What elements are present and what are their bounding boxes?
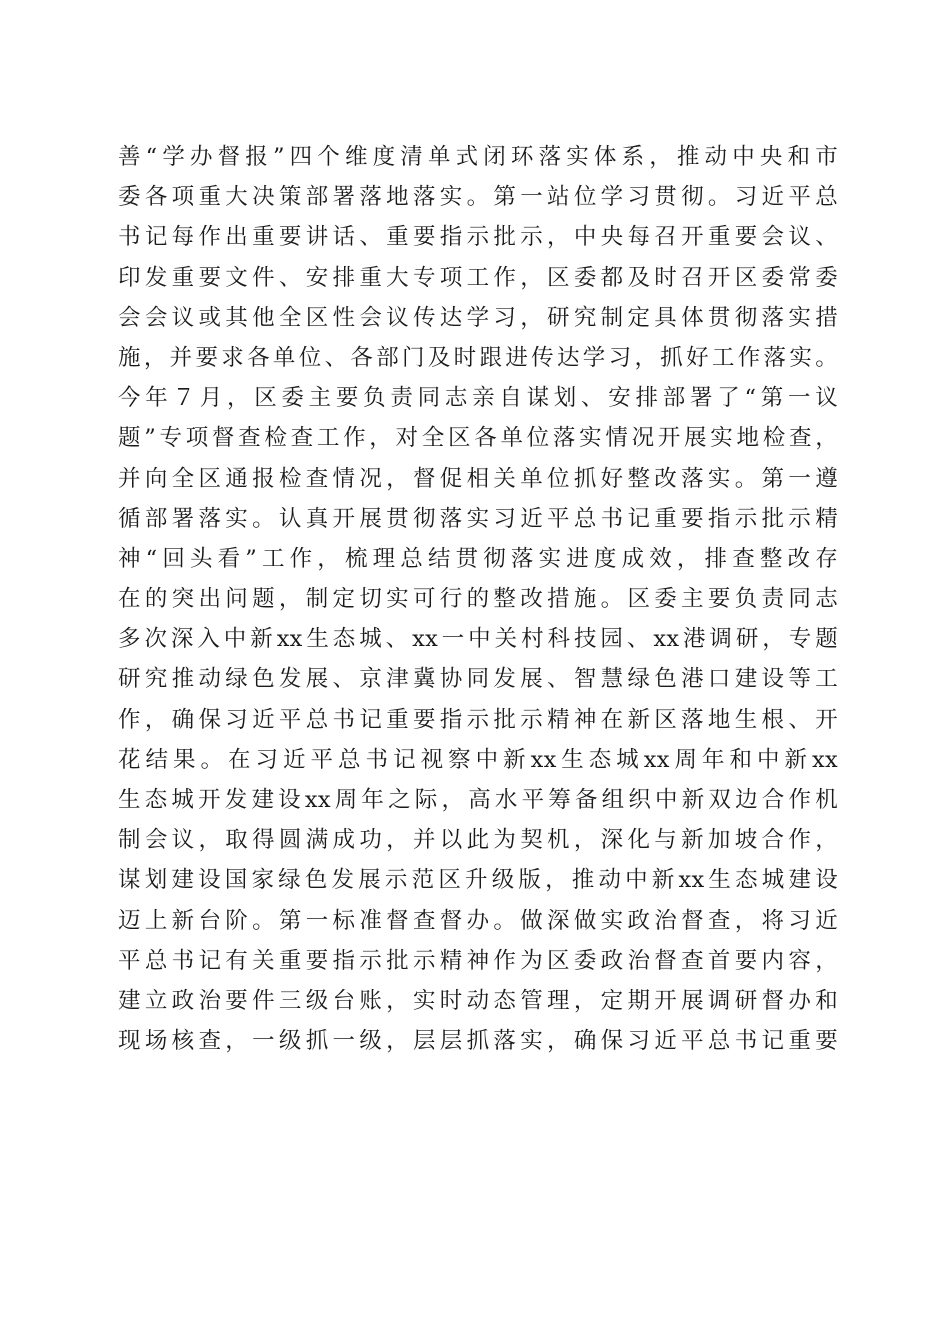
- text-line: 印发重要文件、安排重大专项工作，区委都及时召开区委常委: [118, 264, 838, 291]
- text-line: 并向全区通报检查情况，督促相关单位抓好整改落实。第一遵: [118, 465, 838, 492]
- document-body: [118, 137, 838, 1061]
- text-line: 迈上新台阶。第一标准督查督办。做深做实政治督查，将习近: [118, 907, 838, 934]
- text-line: 今年７月，区委主要负责同志亲自谋划、安排部署了“第一议: [118, 385, 838, 412]
- text-line: 现场核查，一级抓一级，层层抓落实，确保习近平总书记重要: [118, 1028, 838, 1055]
- text-line: 多次深入中新xx生态城、xx一中关村科技园、xx港调研，专题: [118, 626, 838, 653]
- text-line: 生态城开发建设xx周年之际，高水平筹备组织中新双边合作机: [118, 787, 838, 813]
- text-line: 平总书记有关重要指示批示精神作为区委政治督查首要内容，: [118, 947, 838, 974]
- text-line: 在的突出问题，制定切实可行的整改措施。区委主要负责同志: [118, 586, 838, 613]
- text-line: 神“回头看”工作，梳理总结贯彻落实进度成效，排查整改存: [118, 545, 838, 572]
- text-line: 会会议或其他全区性会议传达学习，研究制定具体贯彻落实措: [118, 304, 838, 331]
- text-line: 委各项重大决策部署落地落实。第一站位学习贯彻。习近平总: [118, 184, 838, 211]
- text-line: 谋划建设国家绿色发展示范区升级版，推动中新xx生态城建设: [118, 867, 838, 894]
- text-line: 作，确保习近平总书记重要指示批示精神在新区落地生根、开: [118, 706, 838, 733]
- text-line: 建立政治要件三级台账，实时动态管理，定期开展调研督办和: [118, 987, 838, 1014]
- text-line: 循部署落实。认真开展贯彻落实习近平总书记重要指示批示精: [118, 505, 838, 532]
- text-line: 花结果。在习近平总书记视察中新xx生态城xx周年和中新xx: [118, 746, 838, 773]
- text-line: 施，并要求各单位、各部门及时跟进传达学习，抓好工作落实。: [118, 344, 838, 371]
- text-line: 制会议，取得圆满成功，并以此为契机，深化与新加坡合作，: [118, 827, 838, 854]
- text-line: 研究推动绿色发展、京津冀协同发展、智慧绿色港口建设等工: [118, 666, 838, 693]
- text-line: 书记每作出重要讲话、重要指示批示，中央每召开重要会议、: [118, 224, 838, 251]
- text-line: 题”专项督查检查工作，对全区各单位落实情况开展实地检查，: [118, 425, 838, 452]
- text-line: 善“学办督报”四个维度清单式闭环落实体系，推动中央和市: [118, 144, 838, 170]
